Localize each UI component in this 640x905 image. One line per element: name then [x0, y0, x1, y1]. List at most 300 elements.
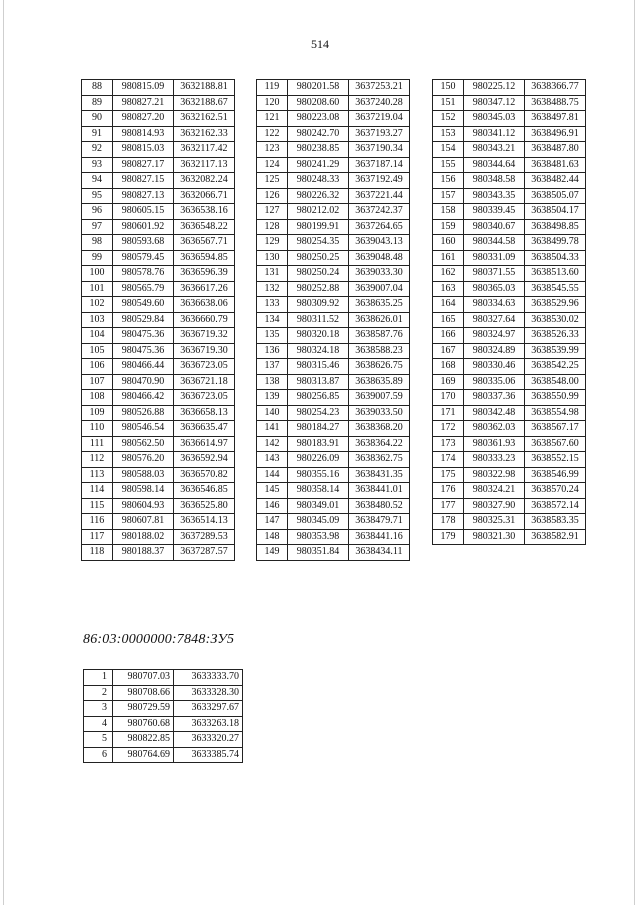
point-number-cell: 140: [257, 405, 288, 421]
table-row: [82, 545, 235, 561]
y-coordinate-cell: 3639033.30: [349, 266, 410, 282]
table-row: [82, 359, 235, 375]
table-row: [82, 111, 235, 127]
table-row: [82, 421, 235, 437]
x-coordinate-cell: 980309.92: [288, 297, 349, 313]
table-row: [82, 204, 235, 220]
x-coordinate-cell: 980321.30: [464, 529, 525, 545]
point-number-cell: 160: [433, 235, 464, 251]
y-coordinate-cell: 3637219.04: [349, 111, 410, 127]
point-number-cell: 118: [82, 545, 113, 561]
table-row: [82, 297, 235, 313]
point-number-cell: 176: [433, 483, 464, 499]
point-number-cell: 96: [82, 204, 113, 220]
x-coordinate-cell: 980827.13: [113, 188, 174, 204]
table-row: [82, 328, 235, 344]
table-row: [257, 343, 410, 359]
point-number-cell: 132: [257, 281, 288, 297]
table-row: [433, 452, 586, 468]
table-row: [82, 173, 235, 189]
point-number-cell: 91: [82, 126, 113, 142]
y-coordinate-cell: 3638498.85: [525, 219, 586, 235]
y-coordinate-cell: 3632117.42: [174, 142, 235, 158]
y-coordinate-cell: 3638626.75: [349, 359, 410, 375]
table-row: [433, 483, 586, 499]
table-row: [257, 421, 410, 437]
y-coordinate-cell: 3637240.28: [349, 95, 410, 111]
table-row: [433, 235, 586, 251]
x-coordinate-cell: 980324.18: [288, 343, 349, 359]
point-number-cell: 137: [257, 359, 288, 375]
point-number-cell: 103: [82, 312, 113, 328]
x-coordinate-cell: 980815.03: [113, 142, 174, 158]
parcel-coordinates-table: [83, 669, 243, 763]
y-coordinate-cell: 3639007.04: [349, 281, 410, 297]
point-number-cell: 125: [257, 173, 288, 189]
x-coordinate-cell: 980475.36: [113, 343, 174, 359]
point-number-cell: 110: [82, 421, 113, 437]
x-coordinate-cell: 980355.16: [288, 467, 349, 483]
x-coordinate-cell: 980593.68: [113, 235, 174, 251]
table-row: [82, 95, 235, 111]
y-coordinate-cell: 3638587.76: [349, 328, 410, 344]
y-coordinate-cell: 3638626.01: [349, 312, 410, 328]
point-number-cell: 145: [257, 483, 288, 499]
y-coordinate-cell: 3633263.18: [174, 716, 243, 732]
point-number-cell: 162: [433, 266, 464, 282]
y-coordinate-cell: 3638497.81: [525, 111, 586, 127]
x-coordinate-cell: 980340.67: [464, 219, 525, 235]
point-number-cell: 174: [433, 452, 464, 468]
table-row: [82, 390, 235, 406]
table-row: [257, 483, 410, 499]
x-coordinate-cell: 980188.02: [113, 529, 174, 545]
point-number-cell: 128: [257, 219, 288, 235]
x-coordinate-cell: 980708.66: [113, 685, 174, 701]
y-coordinate-cell: 3638546.99: [525, 467, 586, 483]
point-number-cell: 139: [257, 390, 288, 406]
x-coordinate-cell: 980248.33: [288, 173, 349, 189]
table-row: [433, 328, 586, 344]
y-coordinate-cell: 3636596.39: [174, 266, 235, 282]
table-row: [433, 312, 586, 328]
x-coordinate-cell: 980343.21: [464, 142, 525, 158]
table-row: [433, 297, 586, 313]
y-coordinate-cell: 3638499.78: [525, 235, 586, 251]
x-coordinate-cell: 980320.18: [288, 328, 349, 344]
table-row: [84, 685, 243, 701]
y-coordinate-cell: 3636567.71: [174, 235, 235, 251]
x-coordinate-cell: 980546.54: [113, 421, 174, 437]
x-coordinate-cell: 980335.06: [464, 374, 525, 390]
table-row: [257, 219, 410, 235]
table-row: [257, 188, 410, 204]
x-coordinate-cell: 980183.91: [288, 436, 349, 452]
x-coordinate-cell: 980578.76: [113, 266, 174, 282]
y-coordinate-cell: 3638635.89: [349, 374, 410, 390]
y-coordinate-cell: 3636614.97: [174, 436, 235, 452]
point-number-cell: 98: [82, 235, 113, 251]
x-coordinate-cell: 980188.37: [113, 545, 174, 561]
y-coordinate-cell: 3636525.80: [174, 498, 235, 514]
point-number-cell: 113: [82, 467, 113, 483]
y-coordinate-cell: 3636635.47: [174, 421, 235, 437]
point-number-cell: 121: [257, 111, 288, 127]
x-coordinate-cell: 980345.09: [288, 514, 349, 530]
table-row: [257, 250, 410, 266]
y-coordinate-cell: 3638526.33: [525, 328, 586, 344]
point-number-cell: 93: [82, 157, 113, 173]
point-number-cell: 141: [257, 421, 288, 437]
point-number-cell: 89: [82, 95, 113, 111]
table-row: [257, 173, 410, 189]
page-number: 514: [311, 37, 329, 51]
y-coordinate-cell: 3633333.70: [174, 670, 243, 686]
point-number-cell: 107: [82, 374, 113, 390]
x-coordinate-cell: 980588.03: [113, 467, 174, 483]
table-row: [257, 142, 410, 158]
table-row: [257, 126, 410, 142]
table-row: [433, 142, 586, 158]
point-number-cell: 142: [257, 436, 288, 452]
x-coordinate-cell: 980729.59: [113, 701, 174, 717]
point-number-cell: 130: [257, 250, 288, 266]
point-number-cell: 161: [433, 250, 464, 266]
x-coordinate-cell: 980325.31: [464, 514, 525, 530]
table-row: [82, 219, 235, 235]
x-coordinate-cell: 980466.42: [113, 390, 174, 406]
point-number-cell: 124: [257, 157, 288, 173]
point-number-cell: 178: [433, 514, 464, 530]
x-coordinate-cell: 980256.85: [288, 390, 349, 406]
table-row: [257, 374, 410, 390]
x-coordinate-cell: 980604.93: [113, 498, 174, 514]
y-coordinate-cell: 3637187.14: [349, 157, 410, 173]
y-coordinate-cell: 3636721.18: [174, 374, 235, 390]
x-coordinate-cell: 980212.02: [288, 204, 349, 220]
table-row: [82, 405, 235, 421]
y-coordinate-cell: 3636538.16: [174, 204, 235, 220]
page-left-edge: [3, 0, 4, 905]
point-number-cell: 126: [257, 188, 288, 204]
x-coordinate-cell: 980576.20: [113, 452, 174, 468]
point-number-cell: 152: [433, 111, 464, 127]
y-coordinate-cell: 3638567.17: [525, 421, 586, 437]
point-number-cell: 169: [433, 374, 464, 390]
y-coordinate-cell: 3637287.57: [174, 545, 235, 561]
x-coordinate-cell: 980184.27: [288, 421, 349, 437]
x-coordinate-cell: 980341.12: [464, 126, 525, 142]
table-row: [433, 529, 586, 545]
y-coordinate-cell: 3638530.02: [525, 312, 586, 328]
x-coordinate-cell: 980324.97: [464, 328, 525, 344]
x-coordinate-cell: 980315.46: [288, 359, 349, 375]
y-coordinate-cell: 3638513.60: [525, 266, 586, 282]
table-row: [82, 188, 235, 204]
x-coordinate-cell: 980225.12: [464, 80, 525, 96]
y-coordinate-cell: 3638567.60: [525, 436, 586, 452]
x-coordinate-cell: 980362.03: [464, 421, 525, 437]
y-coordinate-cell: 3638368.20: [349, 421, 410, 437]
table-row: [82, 467, 235, 483]
x-coordinate-cell: 980339.45: [464, 204, 525, 220]
y-coordinate-cell: 3638434.11: [349, 545, 410, 561]
table-row: [257, 436, 410, 452]
y-coordinate-cell: 3632188.67: [174, 95, 235, 111]
table-row: [257, 266, 410, 282]
x-coordinate-cell: 980252.88: [288, 281, 349, 297]
table-row: [433, 343, 586, 359]
point-number-cell: 2: [84, 685, 113, 701]
x-coordinate-cell: 980343.35: [464, 188, 525, 204]
point-number-cell: 144: [257, 467, 288, 483]
y-coordinate-cell: 3636719.32: [174, 328, 235, 344]
table-row: [433, 374, 586, 390]
table-row: [82, 312, 235, 328]
x-coordinate-cell: 980311.52: [288, 312, 349, 328]
point-number-cell: 99: [82, 250, 113, 266]
y-coordinate-cell: 3637192.49: [349, 173, 410, 189]
point-number-cell: 149: [257, 545, 288, 561]
x-coordinate-cell: 980529.84: [113, 312, 174, 328]
table-row: [257, 545, 410, 561]
table-row: [84, 701, 243, 717]
y-coordinate-cell: 3638582.91: [525, 529, 586, 545]
x-coordinate-cell: 980562.50: [113, 436, 174, 452]
y-coordinate-cell: 3636638.06: [174, 297, 235, 313]
x-coordinate-cell: 980349.01: [288, 498, 349, 514]
table-row: [433, 188, 586, 204]
point-number-cell: 114: [82, 483, 113, 499]
point-number-cell: 106: [82, 359, 113, 375]
table-row: [84, 716, 243, 732]
y-coordinate-cell: 3638504.17: [525, 204, 586, 220]
y-coordinate-cell: 3638496.91: [525, 126, 586, 142]
point-number-cell: 156: [433, 173, 464, 189]
x-coordinate-cell: 980827.20: [113, 111, 174, 127]
table-row: [433, 266, 586, 282]
x-coordinate-cell: 980470.90: [113, 374, 174, 390]
point-number-cell: 5: [84, 732, 113, 748]
table-row: [433, 219, 586, 235]
x-coordinate-cell: 980607.81: [113, 514, 174, 530]
x-coordinate-cell: 980827.17: [113, 157, 174, 173]
point-number-cell: 129: [257, 235, 288, 251]
table-row: [257, 452, 410, 468]
x-coordinate-cell: 980226.09: [288, 452, 349, 468]
y-coordinate-cell: 3638529.96: [525, 297, 586, 313]
point-number-cell: 170: [433, 390, 464, 406]
x-coordinate-cell: 980331.09: [464, 250, 525, 266]
y-coordinate-cell: 3632162.51: [174, 111, 235, 127]
x-coordinate-cell: 980579.45: [113, 250, 174, 266]
y-coordinate-cell: 3632082.24: [174, 173, 235, 189]
point-number-cell: 90: [82, 111, 113, 127]
table-row: [257, 328, 410, 344]
x-coordinate-cell: 980344.64: [464, 157, 525, 173]
table-row: [433, 126, 586, 142]
table-row: [82, 142, 235, 158]
y-coordinate-cell: 3636660.79: [174, 312, 235, 328]
page-right-edge: [634, 0, 635, 905]
x-coordinate-cell: 980324.21: [464, 483, 525, 499]
table-row: [433, 498, 586, 514]
point-number-cell: 104: [82, 328, 113, 344]
table-row: [433, 204, 586, 220]
point-number-cell: 179: [433, 529, 464, 545]
point-number-cell: 3: [84, 701, 113, 717]
x-coordinate-cell: 980815.09: [113, 80, 174, 96]
y-coordinate-cell: 3637221.44: [349, 188, 410, 204]
x-coordinate-cell: 980324.89: [464, 343, 525, 359]
y-coordinate-cell: 3636594.85: [174, 250, 235, 266]
point-number-cell: 150: [433, 80, 464, 96]
table-row: [84, 747, 243, 763]
point-number-cell: 146: [257, 498, 288, 514]
table-row: [257, 111, 410, 127]
point-number-cell: 153: [433, 126, 464, 142]
x-coordinate-cell: 980814.93: [113, 126, 174, 142]
x-coordinate-cell: 980223.08: [288, 111, 349, 127]
table-row: [433, 467, 586, 483]
point-number-cell: 157: [433, 188, 464, 204]
table-row: [433, 157, 586, 173]
y-coordinate-cell: 3638441.16: [349, 529, 410, 545]
coordinates-table-1: [81, 79, 235, 561]
x-coordinate-cell: 980549.60: [113, 297, 174, 313]
x-coordinate-cell: 980199.91: [288, 219, 349, 235]
x-coordinate-cell: 980330.46: [464, 359, 525, 375]
y-coordinate-cell: 3637193.27: [349, 126, 410, 142]
point-number-cell: 164: [433, 297, 464, 313]
x-coordinate-cell: 980565.79: [113, 281, 174, 297]
y-coordinate-cell: 3638479.71: [349, 514, 410, 530]
y-coordinate-cell: 3638431.35: [349, 467, 410, 483]
point-number-cell: 97: [82, 219, 113, 235]
point-number-cell: 123: [257, 142, 288, 158]
point-number-cell: 115: [82, 498, 113, 514]
table-row: [257, 359, 410, 375]
y-coordinate-cell: 3638364.22: [349, 436, 410, 452]
point-number-cell: 163: [433, 281, 464, 297]
y-coordinate-cell: 3638487.80: [525, 142, 586, 158]
x-coordinate-cell: 980238.85: [288, 142, 349, 158]
y-coordinate-cell: 3637253.21: [349, 80, 410, 96]
x-coordinate-cell: 980760.68: [113, 716, 174, 732]
table-row: [257, 157, 410, 173]
table-row: [257, 498, 410, 514]
y-coordinate-cell: 3638481.63: [525, 157, 586, 173]
table-row: [433, 173, 586, 189]
point-number-cell: 135: [257, 328, 288, 344]
point-number-cell: 138: [257, 374, 288, 390]
table-row: [82, 374, 235, 390]
x-coordinate-cell: 980605.15: [113, 204, 174, 220]
y-coordinate-cell: 3638554.98: [525, 405, 586, 421]
y-coordinate-cell: 3636617.26: [174, 281, 235, 297]
x-coordinate-cell: 980250.24: [288, 266, 349, 282]
point-number-cell: 143: [257, 452, 288, 468]
table-row: [82, 529, 235, 545]
point-number-cell: 4: [84, 716, 113, 732]
table-row: [82, 157, 235, 173]
y-coordinate-cell: 3632188.81: [174, 80, 235, 96]
y-coordinate-cell: 3636723.05: [174, 359, 235, 375]
point-number-cell: 151: [433, 95, 464, 111]
point-number-cell: 159: [433, 219, 464, 235]
point-number-cell: 136: [257, 343, 288, 359]
point-number-cell: 6: [84, 747, 113, 763]
y-coordinate-cell: 3637190.34: [349, 142, 410, 158]
point-number-cell: 116: [82, 514, 113, 530]
x-coordinate-cell: 980226.32: [288, 188, 349, 204]
y-coordinate-cell: 3632162.33: [174, 126, 235, 142]
x-coordinate-cell: 980707.03: [113, 670, 174, 686]
table-row: [257, 281, 410, 297]
y-coordinate-cell: 3639043.13: [349, 235, 410, 251]
point-number-cell: 88: [82, 80, 113, 96]
x-coordinate-cell: 980466.44: [113, 359, 174, 375]
y-coordinate-cell: 3638505.07: [525, 188, 586, 204]
y-coordinate-cell: 3638572.14: [525, 498, 586, 514]
y-coordinate-cell: 3636514.13: [174, 514, 235, 530]
y-coordinate-cell: 3638480.52: [349, 498, 410, 514]
y-coordinate-cell: 3638552.15: [525, 452, 586, 468]
table-row: [257, 235, 410, 251]
table-row: [257, 297, 410, 313]
y-coordinate-cell: 3638504.33: [525, 250, 586, 266]
x-coordinate-cell: 980827.21: [113, 95, 174, 111]
y-coordinate-cell: 3638570.24: [525, 483, 586, 499]
y-coordinate-cell: 3636658.13: [174, 405, 235, 421]
x-coordinate-cell: 980254.35: [288, 235, 349, 251]
point-number-cell: 92: [82, 142, 113, 158]
table-row: [433, 421, 586, 437]
x-coordinate-cell: 980351.84: [288, 545, 349, 561]
point-number-cell: 117: [82, 529, 113, 545]
point-number-cell: 155: [433, 157, 464, 173]
x-coordinate-cell: 980342.48: [464, 405, 525, 421]
y-coordinate-cell: 3639007.59: [349, 390, 410, 406]
y-coordinate-cell: 3638542.25: [525, 359, 586, 375]
x-coordinate-cell: 980208.60: [288, 95, 349, 111]
y-coordinate-cell: 3636719.30: [174, 343, 235, 359]
x-coordinate-cell: 980201.58: [288, 80, 349, 96]
x-coordinate-cell: 980241.29: [288, 157, 349, 173]
point-number-cell: 127: [257, 204, 288, 220]
table-row: [82, 436, 235, 452]
point-number-cell: 147: [257, 514, 288, 530]
point-number-cell: 101: [82, 281, 113, 297]
y-coordinate-cell: 3638545.55: [525, 281, 586, 297]
x-coordinate-cell: 980371.55: [464, 266, 525, 282]
y-coordinate-cell: 3633385.74: [174, 747, 243, 763]
point-number-cell: 112: [82, 452, 113, 468]
point-number-cell: 102: [82, 297, 113, 313]
point-number-cell: 158: [433, 204, 464, 220]
parcel-heading: 86:03:0000000:7848:ЗУ5: [83, 632, 235, 647]
table-row: [82, 514, 235, 530]
table-row: [82, 235, 235, 251]
x-coordinate-cell: 980598.14: [113, 483, 174, 499]
table-row: [82, 80, 235, 96]
table-row: [257, 312, 410, 328]
x-coordinate-cell: 980250.25: [288, 250, 349, 266]
y-coordinate-cell: 3638488.75: [525, 95, 586, 111]
y-coordinate-cell: 3632117.13: [174, 157, 235, 173]
x-coordinate-cell: 980242.70: [288, 126, 349, 142]
x-coordinate-cell: 980764.69: [113, 747, 174, 763]
